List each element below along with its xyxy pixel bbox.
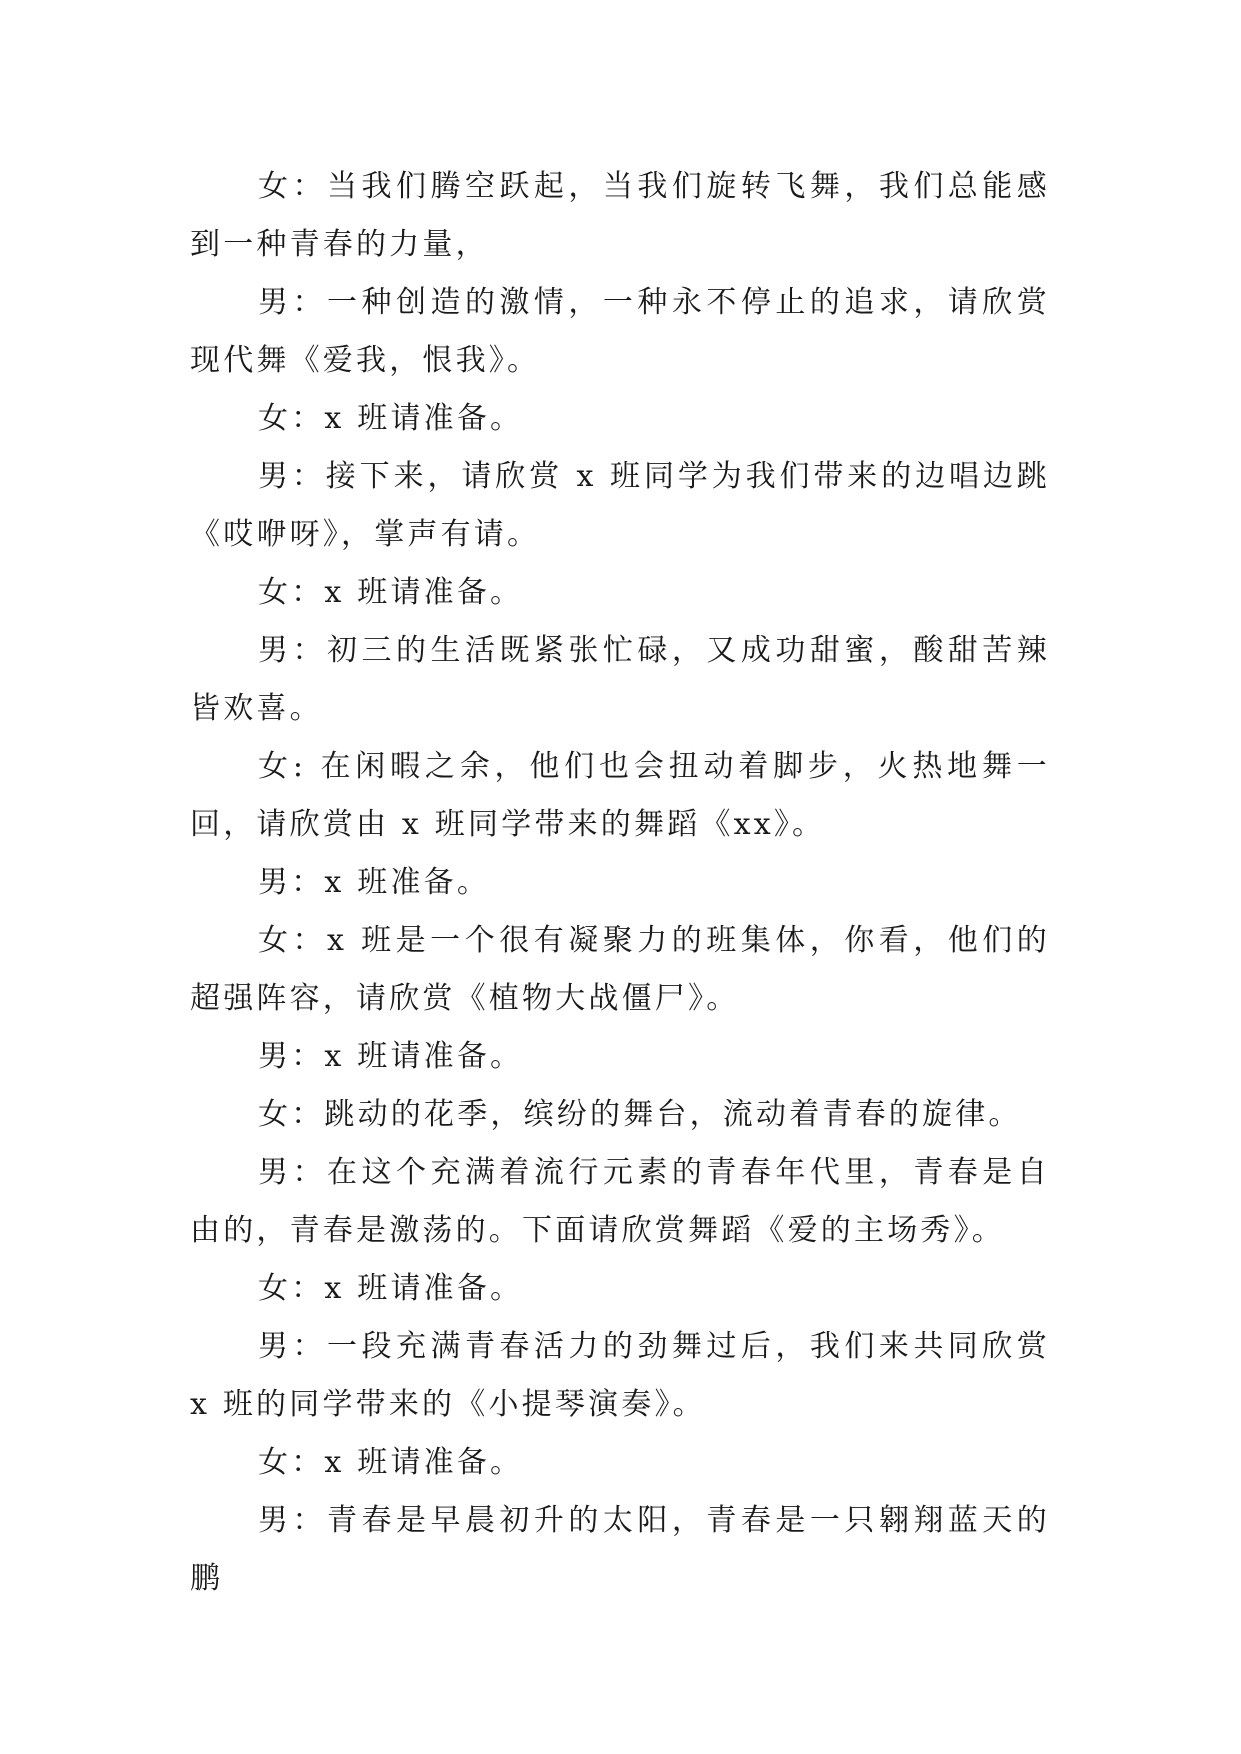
dialogue-paragraph: 女：x 班请准备。	[258, 575, 524, 610]
dialogue-paragraph: 女: 在闲暇之余，他们也会扭动着脚步，火热地舞一回，请欣赏由 x 班同学带来的舞蹈《xx》。	[190, 749, 1050, 842]
dialogue-paragraph: 男：一种创造的激情，一种永不停止的追求，请欣赏现代舞《爱我，恨我》。	[190, 285, 1050, 378]
dialogue-paragraph: 女：x 班请准备。	[258, 1271, 524, 1306]
dialogue-paragraph: 女：跳动的花季，缤纷的舞台，流动着青春的旋律。	[258, 1097, 1022, 1132]
dialogue-paragraph: 男：一段充满青春活力的劲舞过后，我们来共同欣赏 x 班的同学带来的《小提琴演奏》。	[190, 1329, 1050, 1422]
dialogue-paragraph: 男：初三的生活既紧张忙碌，又成功甜蜜，酸甜苦辣皆欢喜。	[190, 633, 1050, 726]
document-page	[190, 158, 1050, 1608]
dialogue-paragraph: 男：在这个充满着流行元素的青春年代里，青春是自由的，青春是激荡的。下面请欣赏舞蹈《爱的主场秀》。	[190, 1155, 1050, 1248]
dialogue-paragraph: 女：当我们腾空跃起，当我们旋转飞舞，我们总能感到一种青春的力量，	[190, 169, 1050, 262]
dialogue-paragraph: 男：接下来，请欣赏 x 班同学为我们带来的边唱边跳《哎咿呀》，掌声有请。	[190, 459, 1050, 552]
dialogue-paragraph: 男：x 班请准备。	[258, 1039, 524, 1074]
dialogue-paragraph: 男：x 班准备。	[258, 865, 491, 900]
dialogue-paragraph: 男：青春是早晨初升的太阳，青春是一只翱翔蓝天的鹏	[190, 1503, 1050, 1596]
dialogue-paragraph: 女：x 班是一个很有凝聚力的班集体，你看，他们的超强阵容，请欣赏《植物大战僵尸》。	[190, 923, 1050, 1016]
dialogue-paragraph: 女：x 班请准备。	[258, 401, 524, 436]
dialogue-paragraph: 女：x 班请准备。	[258, 1445, 524, 1480]
